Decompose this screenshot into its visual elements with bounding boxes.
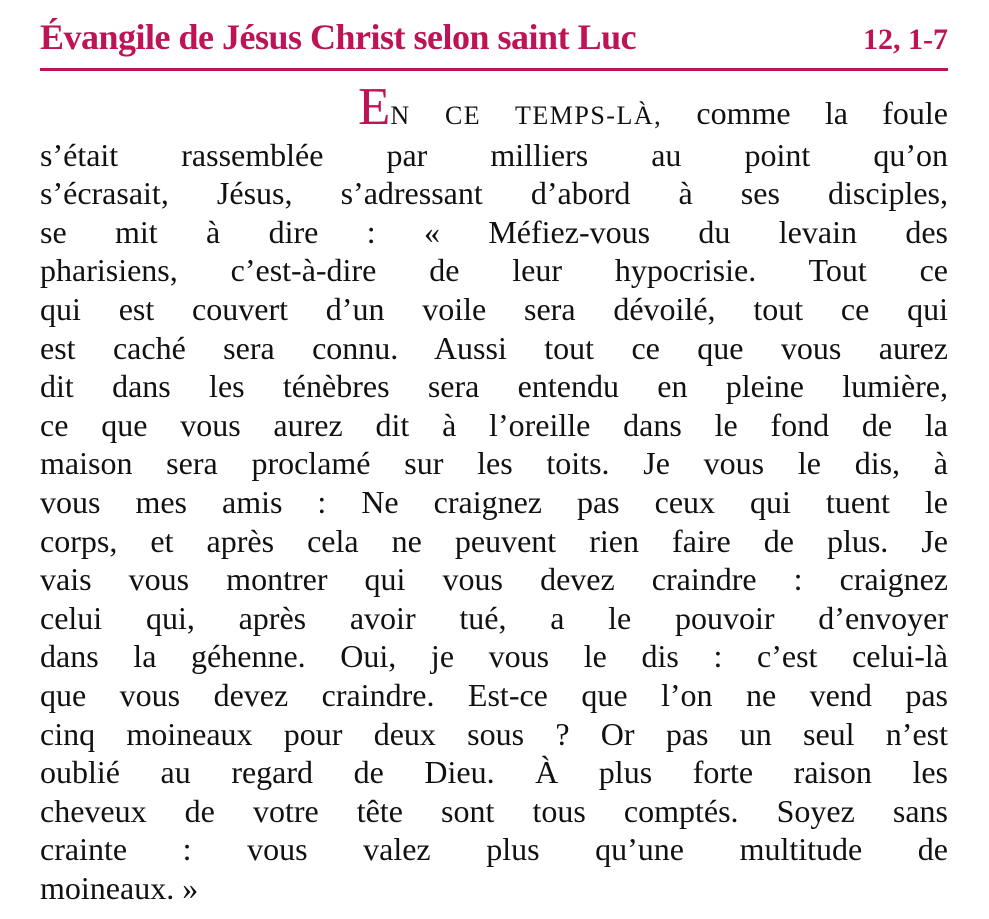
gospel-text xyxy=(40,78,949,907)
text-line: s’écrasait, Jésus, s’adressant d’abord à ses disciples, xyxy=(40,175,948,212)
text-line: crainte : vous valez plus qu’une multitude de xyxy=(40,831,948,868)
text-line: s’était rassemblée par milliers au point qu’on xyxy=(40,136,948,173)
text-line: qui est couvert d’un voile sera dévoilé, tout ce qui xyxy=(40,290,948,327)
text-line: vous mes amis : Ne craignez pas ceux qui tuent le xyxy=(40,483,948,520)
text-line: moineaux. » xyxy=(40,869,199,906)
page-title: Évangile de Jésus Christ selon saint Luc xyxy=(40,17,637,57)
incipit-rest: comme la foule xyxy=(696,95,949,131)
text-line: dans la géhenne. Oui, je vous le dis : c’est celui-là xyxy=(40,638,948,675)
text-line: est caché sera connu. Aussi tout ce que vous aurez xyxy=(40,329,948,366)
title-underline xyxy=(40,68,948,71)
text-line: oublié au regard de Dieu. À plus forte raison les xyxy=(40,754,948,791)
text-line: pharisiens, c’est-à-dire de leur hypocrisie. Tout ce xyxy=(40,252,948,289)
text-line: corps, et après cela ne peuvent rien faire de plus. Je xyxy=(40,522,948,559)
text-line: cheveux de votre tête sont tous comptés. Soyez sans xyxy=(40,792,948,829)
reading-header xyxy=(40,16,948,58)
text-line: celui qui, après avoir tué, a le pouvoir d’envoyer xyxy=(40,599,948,636)
drop-cap-initial: E xyxy=(358,78,391,136)
reading-lines xyxy=(40,136,948,908)
text-line: dit dans les ténèbres sera entendu en pleine lumière, xyxy=(40,368,948,405)
text-line: ce que vous aurez dit à l’oreille dans le fond de la xyxy=(40,406,948,443)
text-line: maison sera proclamé sur les toits. Je vous le dis, à xyxy=(40,445,948,482)
text-line-incipit xyxy=(40,78,949,136)
text-line: que vous devez craindre. Est-ce que l’on ne vend pas xyxy=(40,676,948,713)
scripture-reference: 12, 1-7 xyxy=(863,23,948,56)
text-line: cinq moineaux pour deux sous ? Or pas un seul n’est xyxy=(40,715,948,752)
text-line: vais vous montrer qui vous devez craindre : craignez xyxy=(40,561,948,598)
incipit-small-caps: N CE TEMPS-LÀ, xyxy=(390,101,663,130)
text-line: se mit à dire : « Méfiez-vous du levain des xyxy=(40,213,948,250)
